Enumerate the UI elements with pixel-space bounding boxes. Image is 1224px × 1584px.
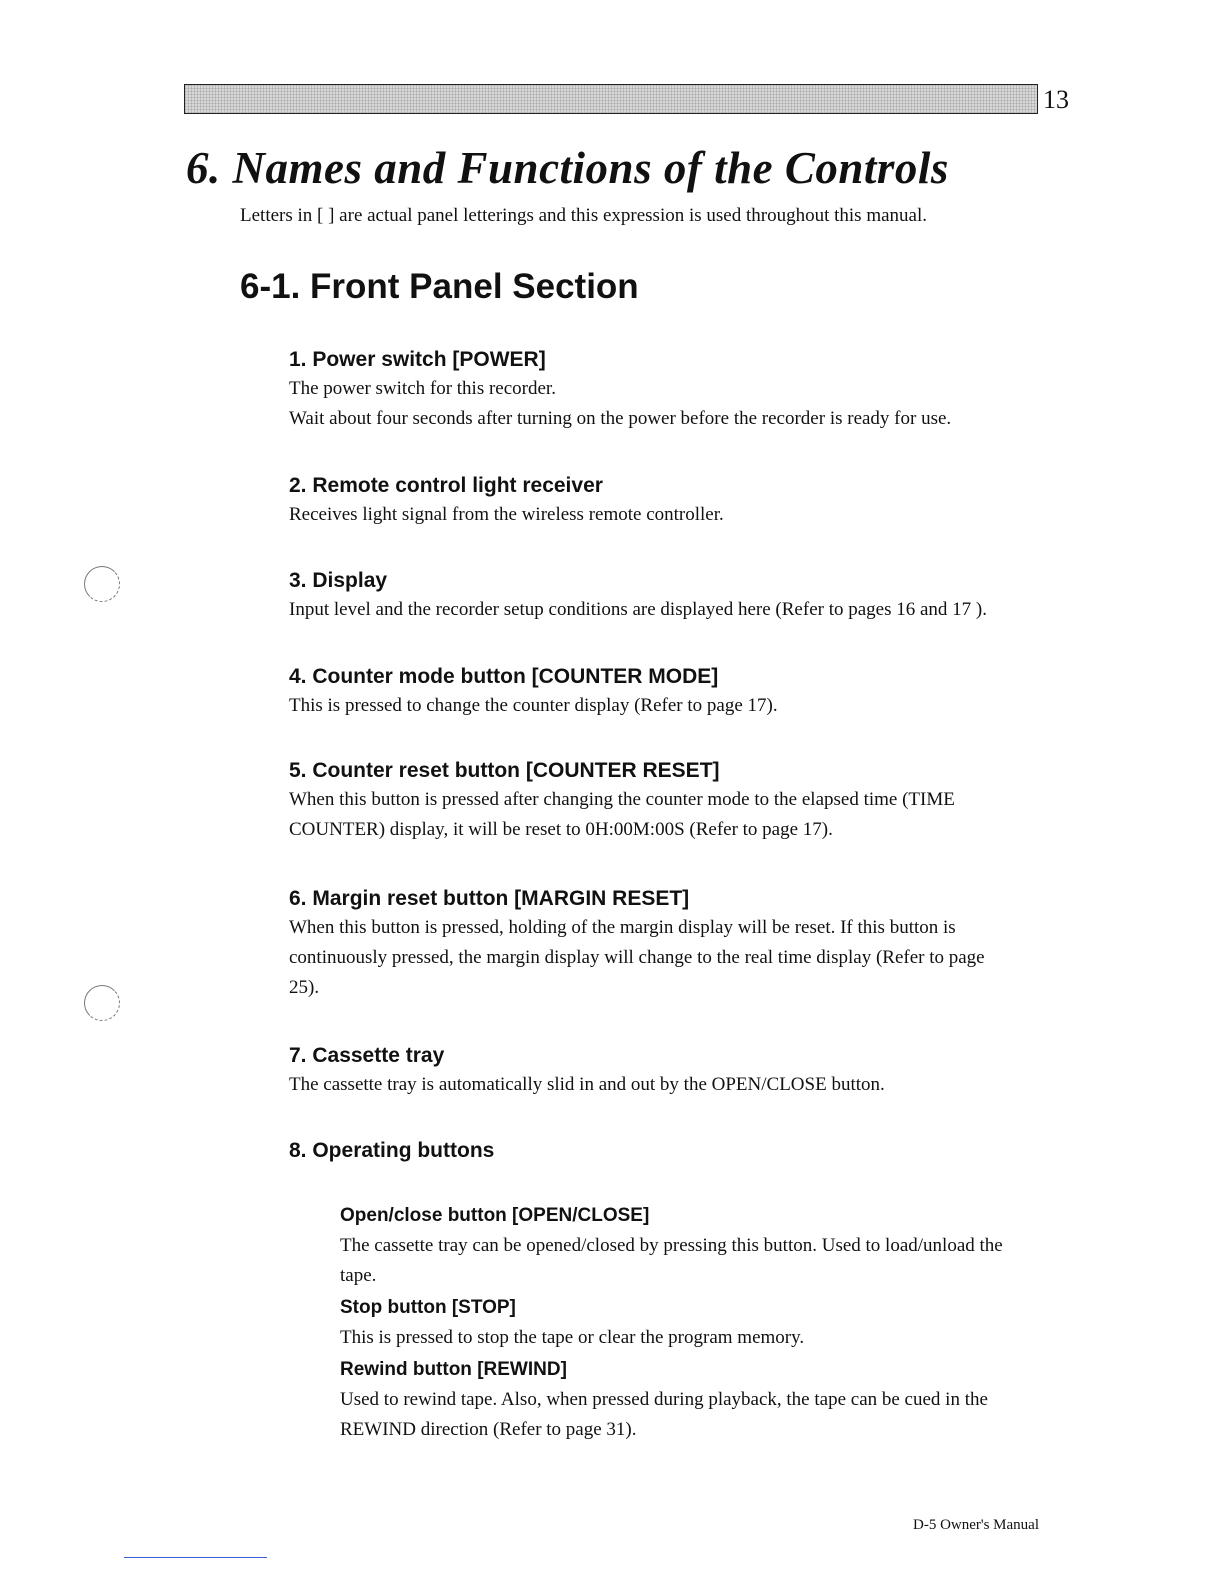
sub-text: This is pressed to stop the tape or clear the program memory. (340, 1327, 805, 1348)
item-cassette-tray (289, 1042, 1059, 1100)
item-heading: 8. Operating buttons (289, 1139, 495, 1162)
sub-open-close (340, 1201, 1060, 1291)
item-operating-buttons (289, 1137, 1059, 1165)
scan-artifact-line (124, 1557, 267, 1558)
footer-text: D-5 Owner's Manual (913, 1517, 1040, 1533)
item-remote-receiver (289, 472, 1059, 530)
sub-text: The cassette tray can be opened/closed by pressing this button. Used to load/unload the (340, 1235, 1003, 1256)
item-heading: 7. Cassette tray (289, 1044, 445, 1067)
chapter-title: 6. Names and Functions of the Controls (186, 143, 949, 193)
item-heading: 6. Margin reset button [MARGIN RESET] (289, 887, 690, 910)
item-text: Wait about four seconds after turning on the power before the recorder is ready for use. (289, 408, 952, 429)
binder-hole-icon (84, 566, 120, 602)
header-bar (184, 84, 1038, 114)
section-title: 6-1. Front Panel Section (240, 267, 639, 306)
item-text: continuously pressed, the margin display will change to the real time display (Refer to page (289, 947, 985, 968)
item-text: When this button is pressed, holding of the margin display will be reset. If this button is (289, 917, 956, 938)
sub-rewind (340, 1355, 1060, 1445)
item-margin-reset (289, 885, 1059, 1003)
item-heading: 5. Counter reset button [COUNTER RESET] (289, 759, 720, 782)
item-text: Receives light signal from the wireless remote controller. (289, 504, 724, 525)
item-text: COUNTER) display, it will be reset to 0H:00M:00S (Refer to page 17). (289, 819, 833, 840)
item-counter-reset (289, 757, 1059, 845)
sub-heading: Rewind button [REWIND] (340, 1359, 567, 1380)
sub-text: tape. (340, 1265, 377, 1286)
item-text: This is pressed to change the counter display (Refer to page 17). (289, 695, 778, 716)
item-heading: 1. Power switch [POWER] (289, 348, 546, 371)
sub-text: REWIND direction (Refer to page 31). (340, 1419, 637, 1440)
item-power-switch (289, 346, 1059, 434)
sub-heading: Stop button [STOP] (340, 1297, 516, 1318)
sub-stop (340, 1293, 1060, 1353)
item-heading: 4. Counter mode button [COUNTER MODE] (289, 665, 719, 688)
item-display (289, 567, 1059, 625)
item-text: The power switch for this recorder. (289, 378, 556, 399)
item-text: The cassette tray is automatically slid in and out by the OPEN/CLOSE button. (289, 1074, 885, 1095)
sub-text: Used to rewind tape. Also, when pressed during playback, the tape can be cued in the (340, 1389, 988, 1410)
item-text: 25). (289, 977, 320, 998)
item-text: Input level and the recorder setup conditions are displayed here (Refer to pages 16 and 17 ). (289, 599, 987, 620)
item-counter-mode (289, 663, 1059, 721)
intro-text: Letters in [ ] are actual panel letterings and this expression is used throughout this manual. (240, 205, 927, 226)
item-heading: 2. Remote control light receiver (289, 474, 603, 497)
page-number: 13 (1043, 85, 1069, 114)
binder-hole-icon (84, 985, 120, 1021)
item-heading: 3. Display (289, 569, 388, 592)
item-text: When this button is pressed after changing the counter mode to the elapsed time (TIME (289, 789, 955, 810)
sub-heading: Open/close button [OPEN/CLOSE] (340, 1205, 650, 1226)
